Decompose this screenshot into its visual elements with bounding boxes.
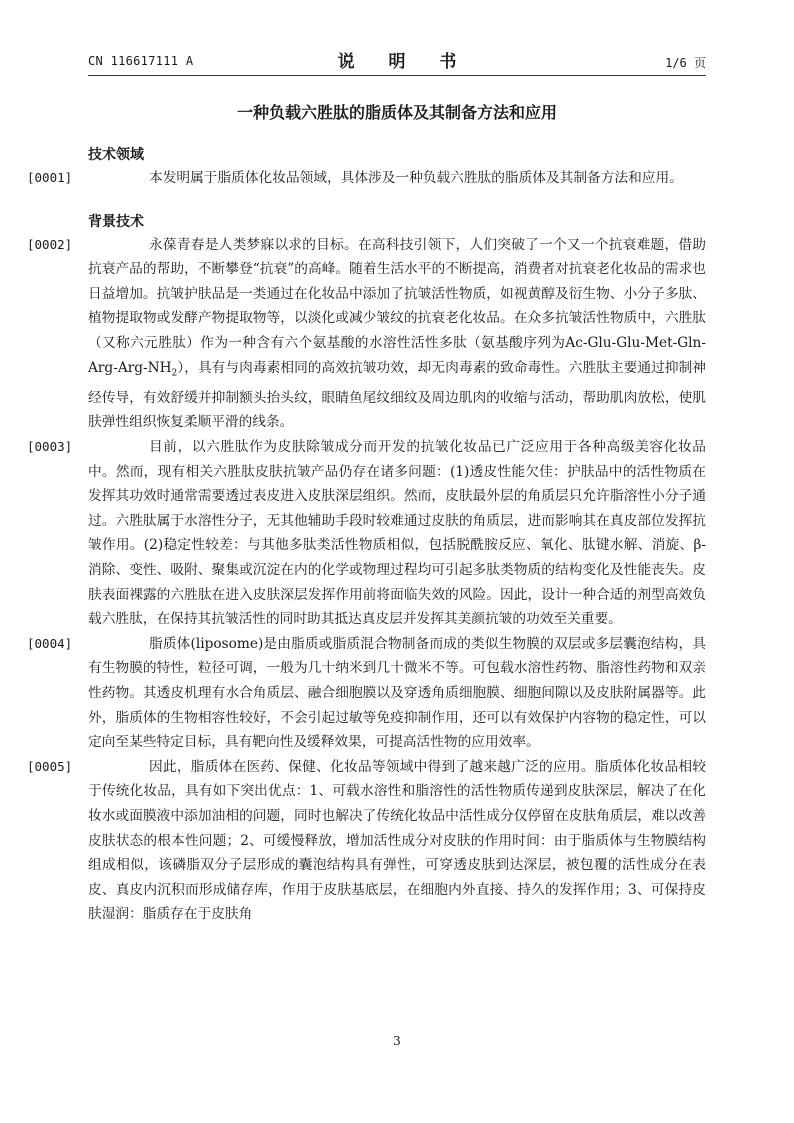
paragraph-text: 永葆青春是人类梦寐以求的目标。在高科技引领下，人们突破了一个又一个抗衰难题，借助抗衰产品的帮助，不断攀登“抗衰”的高峰。随着生活水平的不断提高，消费者对抗衰老化妆品的需求也日益增加。抗皱护肤品是一类通过在化妆品中添加了抗皱活性物质，如视黄醇及衍生物、小分子多肽、植物提取物或发酵产物提取物等，以淡化或减少皱纹的抗衰老化妆品。在众多抗皱活性物质中，六胜肽（又称六元胜肽）作为一种含有六个氨基酸的水溶性活性多肽（氨基酸序列为Ac-Glu-Glu-Met-Gln-Arg-Arg-NH — [88, 236, 706, 376]
paragraph-0001 — [27, 166, 706, 191]
paragraph-text: 本发明属于脂质体化妆品领域，具体涉及一种负载六胜肽的脂质体及其制备方法和应用。 — [149, 170, 683, 186]
page-number: 3 — [393, 1034, 401, 1048]
paragraph-0004 — [27, 632, 706, 755]
document-title: 一种负载六胜肽的脂质体及其制备方法和应用 — [236, 103, 557, 122]
document-type: 说 明 书 — [337, 52, 471, 72]
document-body — [27, 144, 706, 927]
paragraph-number: [0005] — [27, 758, 73, 774]
subscript: 2 — [171, 368, 178, 379]
header-rule — [88, 75, 706, 76]
paragraph-number: [0002] — [27, 236, 73, 252]
page-header — [88, 44, 706, 74]
section-heading-technical-field: 技术领域 — [88, 147, 144, 163]
paragraph-text: 因此，脂质体在医药、保健、化妆品等领域中得到了越来越广泛的应用。脂质体化妆品相较于传统化妆品，具有如下突出优点：1、可载水溶性和脂溶性的活性物质传递到皮肤深层，解决了在化妆水或面膜液中添加油相的问题，同时也解决了传统化妆品中活性成分仅停留在皮肤角质层，难以改善皮肤状态的根本性问题；2、可缓慢释放，增加活性成分对皮肤的作用时间：由于脂质体与生物膜结构组成相似，该磷脂双分子层形成的囊泡结构具有弹性，可穿透皮肤到达深层，被包覆的活性成分在表皮、真皮内沉积而形成储存库，作用于皮肤基底层，在细胞内外直接、持久的发挥作用；3、可保持皮肤湿润：脂质存在于皮肤角 — [88, 758, 706, 923]
paragraph-number: [0003] — [27, 439, 73, 455]
paragraph-text: 目前，以六胜肽作为皮肤除皱成分而开发的抗皱化妆品已广泛应用于各种高级美容化妆品中。然而，现有相关六胜肽皮肤抗皱产品仍存在诸多问题：(1)透皮性能欠佳：护肤品中的活性物质在发挥其功效时通常需要透过表皮进入皮肤深层组织。然而，皮肤最外层的角质层只允许脂溶性小分子通过。六胜肽属于水溶性分子，无其他辅助手段时较难通过皮肤的角质层，进而影响其在真皮部位发挥抗皱作用。(2)稳定性较差：与其他多肽类活性物质相似，包括脱酰胺反应、氧化、肽键水解、消旋、β-消除、变性、吸附、聚集或沉淀在内的化学或物理过程均可引起多肽类物质的结构变化及性能丧失。皮肤表面裸露的六胜肽在进入皮肤深层发挥作用前将面临失效的风险。因此，设计一种合适的剂型高效负载六胜肽，在保持其抗皱活性的同时助其抵达真皮层并发挥其美颜抗皱的功效至关重要。 — [88, 439, 706, 628]
paragraph-0005 — [27, 755, 706, 927]
page-count: 1/6 页 — [665, 56, 706, 70]
publication-number: CN 116617111 A — [88, 54, 194, 68]
section-heading-background: 背景技术 — [88, 213, 144, 230]
paragraph-0003 — [27, 435, 706, 632]
paragraph-number: [0004] — [27, 635, 73, 651]
paragraph-0002 — [27, 233, 706, 435]
paragraph-text-cont: ），具有与肉毒素相同的高效抗皱功效，却无肉毒素的致命毒性。六胜肽主要通过抑制神经传导，有效舒缓并抑制额头抬头纹，眼睛鱼尾纹细纹及周边肌肉的收缩与活动，帮助肌肉放松，使肌肤弹性组织恢复柔顺平滑的线条。 — [88, 359, 706, 431]
paragraph-number: [0001] — [27, 170, 73, 185]
paragraph-text: 脂质体(liposome)是由脂质或脂质混合物制备而成的类似生物膜的双层或多层囊泡结构，具有生物膜的特性，粒径可调，一般为几十纳米到几十微米不等。可包载水溶性药物、脂溶性药物和双亲性药物。其透皮机理有水合角质层、融合细胞膜以及穿透角质细胞膜、细胞间隙以及皮肤附属器等。此外，脂质体的生物相容性较好，不会引起过敏等免疫抑制作用，还可以有效保护内容物的稳定性，可以定向至某些特定目标，具有靶向性及缓释效果，可提高活性物的应用效率。 — [88, 635, 706, 751]
